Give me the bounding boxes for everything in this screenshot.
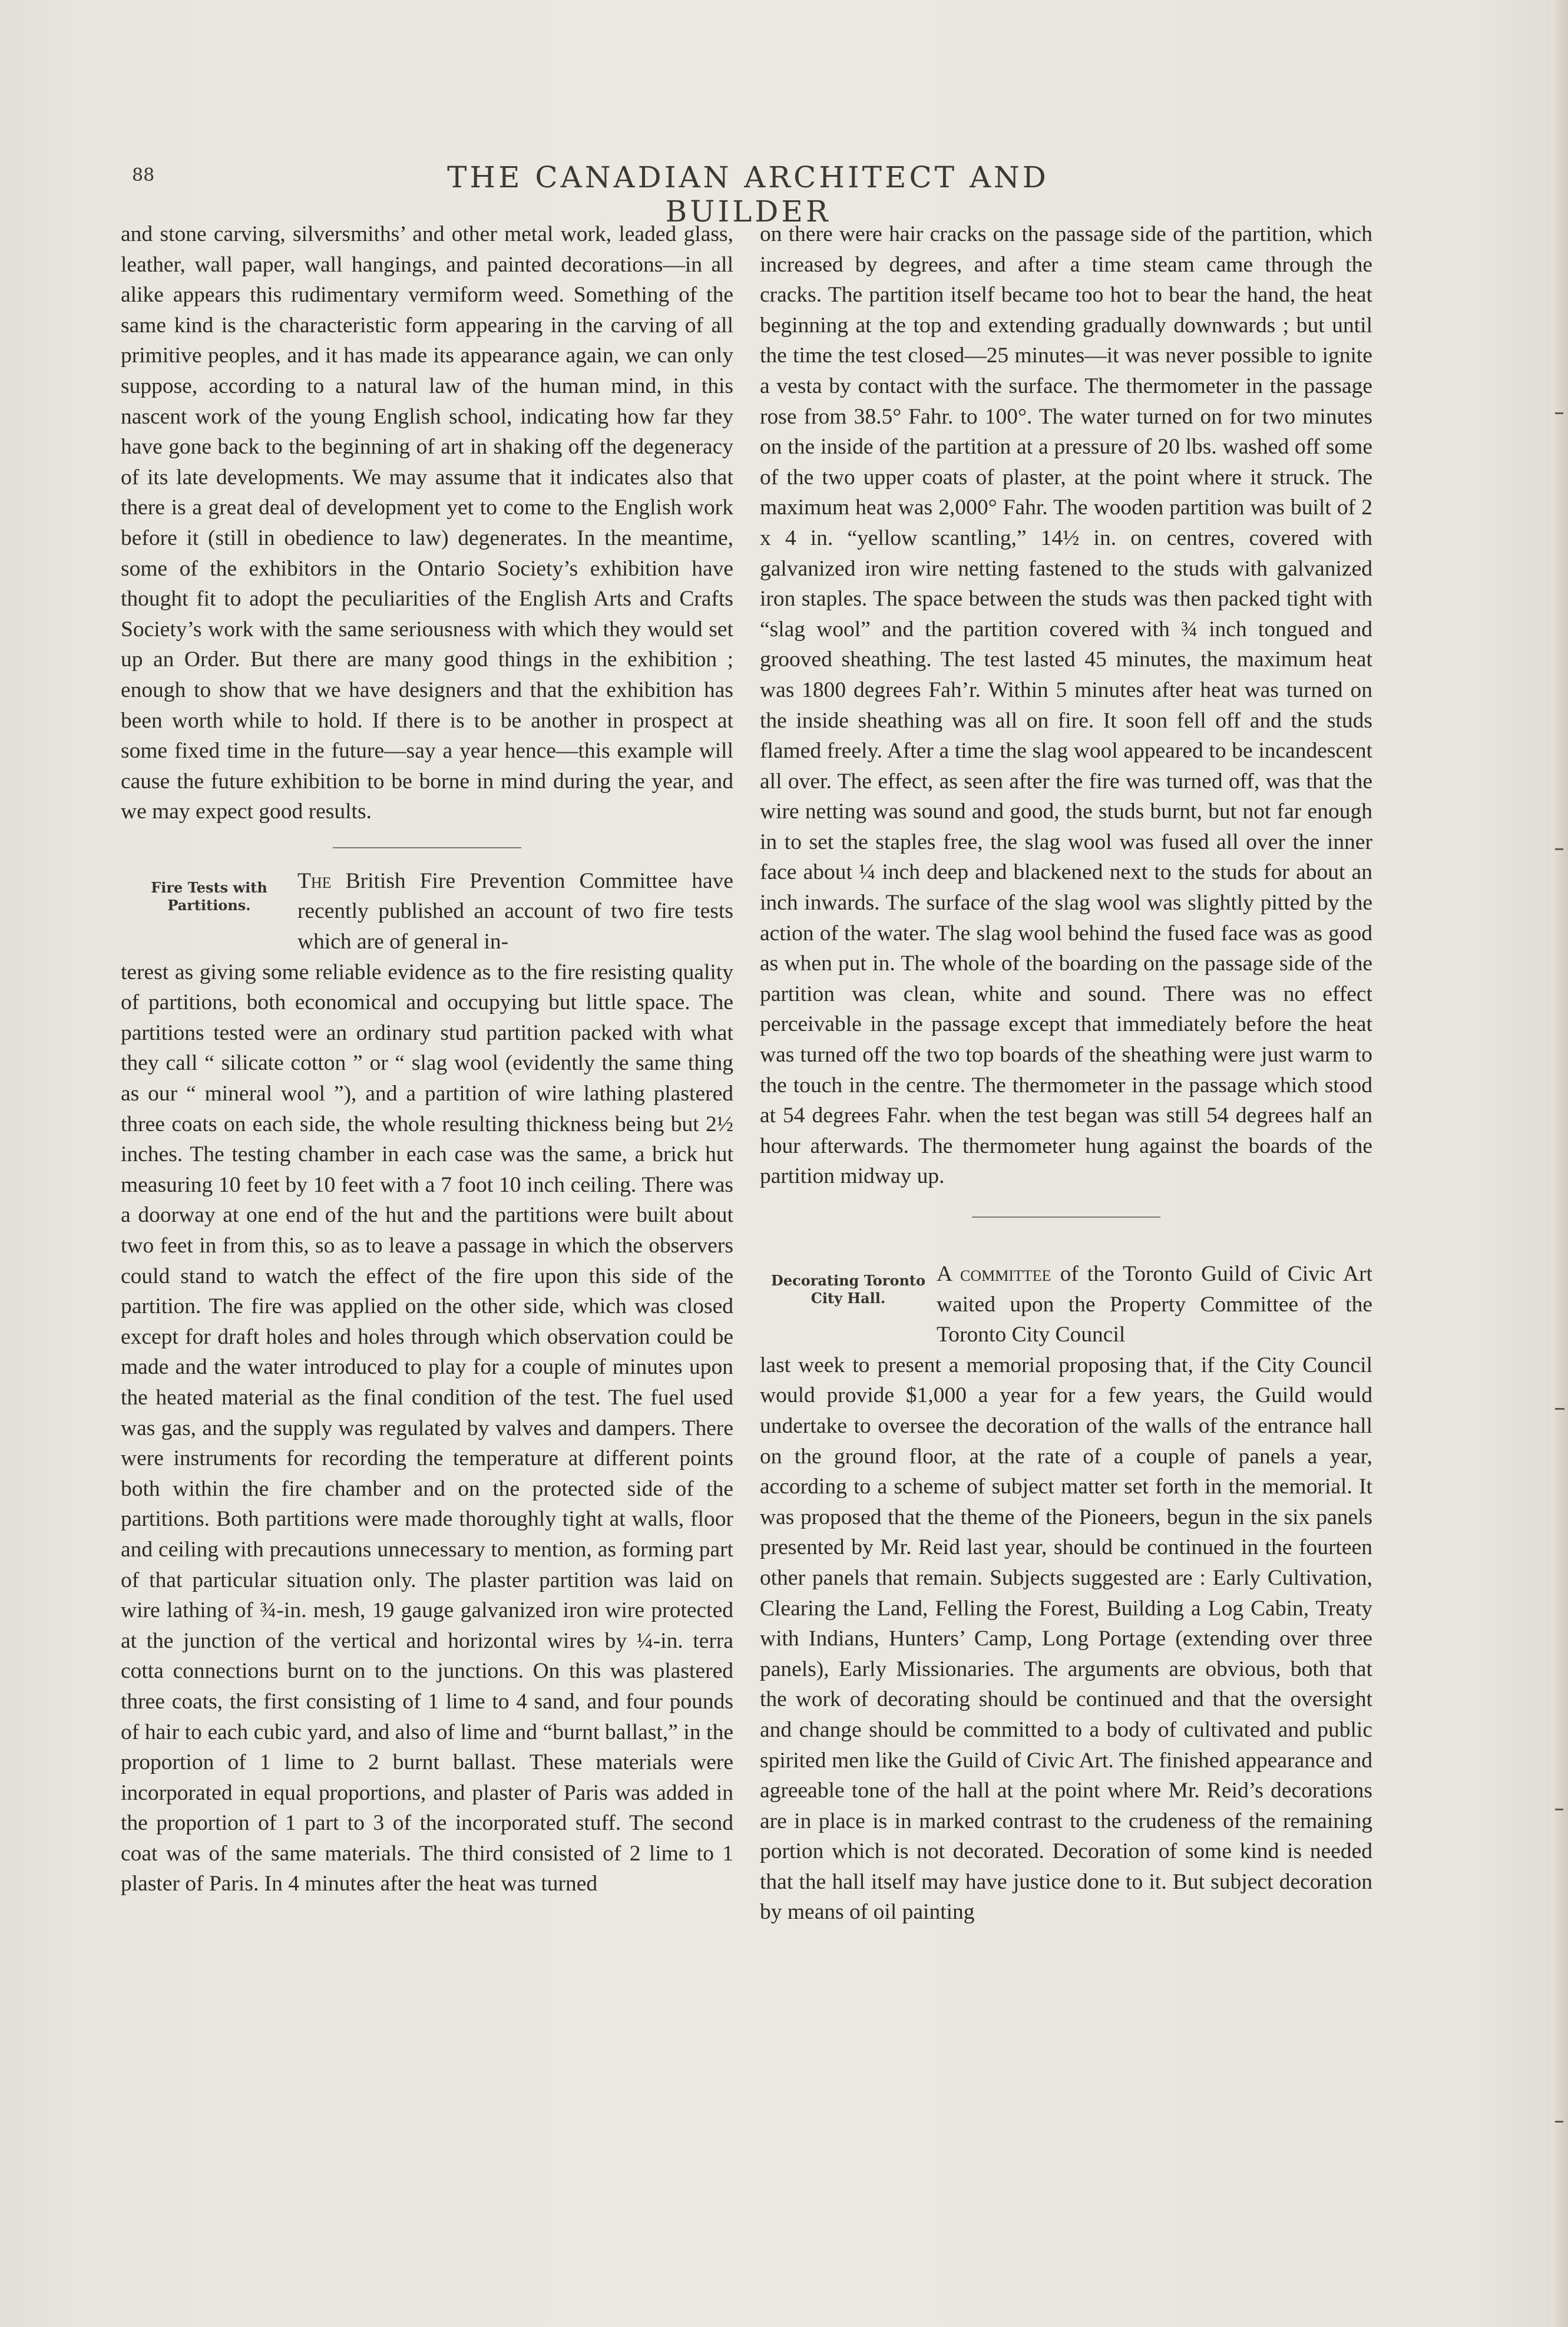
page-number: 88	[132, 165, 155, 186]
left-column	[121, 219, 733, 1899]
fire-tests-lead-word: The	[297, 868, 332, 893]
toronto-lead	[760, 1259, 1372, 1350]
toronto-body: last week to present a memorial proposing that, if the City Council would provide $1,000 a year for a few years, the Guild would undertake to oversee the decoration of the walls of the entrance hall on the ground floor, at the rate of a couple of panels a year, according to a scheme of subject matter set forth in the memorial. It was proposed that the theme of the Pioneers, begun in the six panels presented by Mr. Reid last year, should be continued in the fourteen other panels that remain. Subjects suggested are : Early Cultivation, Clearing the Land, Felling the Forest, Building a Log Cabin, Treaty with Indians, Hunters’ Camp, Long Portage (extending over three panels), Early Missionaries. The arguments are obvious, both that the work of decorating should be continued and that the oversight and change should be committed to a body of cultivated and public spirited men like the Guild of Civic Art. The finished appearance and agreeable tone of the hall at the point where Mr. Reid’s decorations are in place is in marked contrast to the crudeness of the remaining portion which is not decorated. Decoration of some kind is needed that the hall itself may have justice done to it. But subject decoration by means of oil painting	[760, 1353, 1372, 1925]
fire-tests-continuation: on there were hair cracks on the passage side of the partition, which increased by degrees, and after a time steam came through the cracks. The partition itself became too hot to bear the hand, the heat beginning at the top and extending gradually downwards ; but until the time the test closed—25 minutes—it was never possible to ignite a vesta by contact with the surface. The thermometer in the passage rose from 38.5° Fahr. to 100°. The water turned on for two minutes on the inside of the partition at a pressure of 20 lbs. washed off some of the two upper coats of plaster, at the point where it struck. The maximum heat was 2,000° Fahr. The wooden partition was built of 2 x 4 in. “yellow scantling,” 14½ in. on centres, covered with galvanized iron wire netting fastened to the studs with galvanized iron staples. The space between the studs was then packed tight with “slag wool” and the partition covered with ¾ inch tongued and grooved sheathing. The test lasted 45 minutes, the maximum heat was 1800 degrees Fah’r. Within 5 minutes after heat was turned on the inside sheathing was all on fire. It soon fell off and the studs flamed freely. After a time the slag wool appeared to be incandescent all over. The effect, as seen after the fire was turned off, was that the wire netting was sound and good, the studs burnt, but not far enough in to set the staples free, the slag wool was fused all over the inner face about ¼ inch deep and blackened next to the studs for about an inch inwards. The surface of the slag wool was slightly pitted by the action of the water. The slag wool behind the fused face was as good as when put in. The whole of the boarding on the passage side of the partition was clean, white and sound. There was no effect perceivable in the passage except that immediately before the heat was turned off the two top boards of the sheathing were just warm to the touch in the centre. The thermometer in the passage which stood at 54 degrees Fahr. when the test began was still 54 degrees half an hour afterwards. The thermometer hung against the boards of the partition midway up.	[760, 222, 1372, 1189]
page-edge	[1552, 0, 1568, 2327]
fire-tests-sidenote: Fire Tests with Partitions.	[151, 878, 267, 914]
toronto-lead-sentence: of the Toronto Guild of Civic Art waited upon the Property Committee of the Toronto City Council	[937, 1262, 1372, 1347]
fire-tests-lead	[121, 866, 733, 957]
toronto-sidenote: Decorating Toronto City Hall.	[771, 1272, 925, 1307]
margin-mark	[1555, 1408, 1564, 1410]
margin-mark	[1555, 2121, 1563, 2123]
arts-crafts-continuation: and stone carving, silversmiths’ and other metal work, leaded glass, leather, wall paper, wall hangings, and painted decorations—in all alike appears this rudimentary vermiform weed. Something of the same kind is the characteristic form appearing in the carving of all primitive peoples, and it has made its appearance again, we can only suppose, according to a natural law of the human mind, in this nascent work of the young English school, indicating how far they have gone back to the beginning of art in shaking off the degeneracy of its late developments. We may assume that it indicates also that there is a great deal of development yet to come to the English work before it (still in obedience to law) degenerates. In the meantime, some of the exhibitors in the Ontario Society’s exhibition have thought fit to adopt the peculiarities of the English Arts and Crafts Society’s work with the same seriousness with which they would set up an Order. But there are many good things in the exhibition ; enough to show that we have designers and that the exhibition has been worth while to hold. If there is to be another in prospect at some fixed time in the future—say a year hence—this example will cause the future exhibition to be borne in mind during the year, and we may expect good results.	[121, 222, 733, 824]
margin-mark	[1555, 1809, 1563, 1810]
toronto-lead-word: A committee	[937, 1262, 1051, 1286]
fire-tests-lead-sentence: British Fire Prevention Committee have recently published an account of two fire tests which are of general in-	[297, 868, 733, 954]
margin-mark	[1555, 412, 1563, 414]
running-title: THE CANADIAN ARCHITECT AND BUILDER	[447, 160, 1049, 229]
margin-mark	[1555, 848, 1563, 850]
fire-tests-body: terest as giving some reliable evidence as to the fire resisting quality of partitions, both economical and occupying but little space. The partitions tested were an ordinary stud partition packed with what they call “ silicate cotton ” or “ slag wool (evidently the same thing as our “ mineral wool ”), and a partition of wire lathing plastered three coats on each side, the whole resulting thickness being but 2½ inches. The testing chamber in each case was the same, a brick hut measuring 10 feet by 10 feet with a 7 foot 10 inch ceiling. There was a doorway at one end of the hut and the partitions were built about two feet in from this, so as to leave a passage in which the observers could stand to watch the effect of the fire upon this side of the partition. The fire was applied on the other side, which was closed except for draft holes and holes through which observation could be made and the water introduced to play for a couple of minutes upon the heated material as the final condition of the test. The fuel used was gas, and the supply was regulated by valves and dampers. There were instruments for recording the temperature at different points both within the fire chamber and on the protected side of the partitions. Both partitions were made thoroughly tight at walls, floor and ceiling with precautions unnecessary to mention, as forming part of that particular situation only. The plaster partition was laid on wire lathing of ¾-in. mesh, 19 gauge galvanized iron wire protected at the junction of the vertical and horizontal wires by ¼-in. terra cotta connections burnt on to the junctions. On this was plastered three coats, the first consisting of 1 lime to 4 sand, and four pounds of hair to each cubic yard, and also of lime and “burnt ballast,” in the proportion of 1 lime to 2 burnt ballast. These materials were incorporated in equal proportions, and plaster of Paris was added in the proportion of 1 part to 3 of the incorporated stuff. The second coat was of the same materials. The third consisted of 2 lime to 1 plaster of Paris. In 4 minutes after the heat was turned	[121, 960, 733, 1896]
right-column	[760, 219, 1372, 1928]
fire-tests-lead-text	[297, 866, 733, 957]
section-divider	[333, 847, 521, 848]
section-divider	[972, 1217, 1160, 1218]
toronto-lead-text	[937, 1259, 1372, 1350]
